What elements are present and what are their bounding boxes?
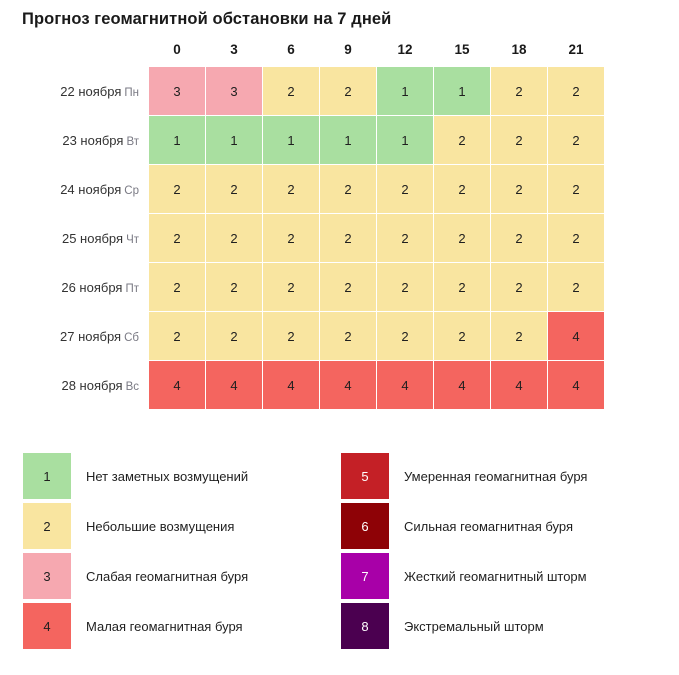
legend-label: Нет заметных возмущений [86,468,249,484]
kp-cell: 3 [149,67,206,116]
legend-column-left [22,451,340,651]
kp-cell: 2 [491,214,548,263]
kp-cell: 4 [263,361,320,410]
day-label [0,361,149,410]
kp-cell: 2 [320,214,377,263]
kp-cell: 4 [434,361,491,410]
table-corner [0,38,149,67]
legend-column-right [340,451,658,651]
kp-cell: 2 [491,67,548,116]
kp-cell: 2 [434,165,491,214]
day-label [0,116,149,165]
kp-cell: 4 [491,361,548,410]
kp-cell: 2 [548,67,605,116]
legend-item [340,551,658,601]
day-date: 26 ноября [61,279,123,295]
hour-header-18: 18 [511,41,527,57]
day-date: 27 ноября [60,328,122,344]
kp-cell: 2 [206,312,263,361]
day-of-week: Пн [124,86,139,99]
day-date: 25 ноября [61,230,124,246]
hour-header-21: 21 [568,41,584,57]
page-title: Прогноз геомагнитной обстановки на 7 дней [22,10,392,28]
table-row [0,312,605,361]
hour-header-6: 6 [287,41,295,57]
kp-cell: 2 [377,214,434,263]
forecast-table [0,38,605,410]
legend-label: Малая геомагнитная буря [86,618,243,634]
kp-cell: 2 [149,263,206,312]
hour-header-0: 0 [173,41,181,57]
kp-cell: 2 [434,116,491,165]
day-date: 28 ноября [61,377,123,393]
kp-cell: 1 [263,116,320,165]
legend-label: Слабая геомагнитная буря [86,568,249,584]
legend [22,451,658,651]
legend-item [22,551,340,601]
table-row [0,165,605,214]
kp-cell: 2 [548,165,605,214]
kp-cell: 2 [548,116,605,165]
kp-cell: 1 [377,116,434,165]
kp-cell: 2 [377,312,434,361]
day-label [0,312,149,361]
kp-cell: 2 [206,165,263,214]
kp-cell: 2 [320,263,377,312]
day-date: 23 ноября [62,132,124,148]
kp-cell: 1 [377,67,434,116]
kp-cell: 2 [149,165,206,214]
kp-cell: 1 [434,67,491,116]
day-label [0,67,149,116]
table-row [0,116,605,165]
day-of-week: Вт [126,135,139,148]
table-row [0,67,605,116]
kp-cell: 2 [320,67,377,116]
legend-swatch: 1 [22,452,72,500]
table-header-row [0,38,605,67]
kp-cell: 2 [491,263,548,312]
kp-cell: 2 [263,263,320,312]
legend-swatch: 8 [340,602,390,650]
legend-swatch: 2 [22,502,72,550]
legend-label: Умеренная геомагнитная буря [404,468,588,484]
forecast-heatmap [0,38,605,410]
day-label [0,214,149,263]
kp-cell: 2 [377,165,434,214]
kp-cell: 2 [263,165,320,214]
kp-cell: 2 [263,67,320,116]
kp-cell: 1 [320,116,377,165]
day-date: 24 ноября [60,181,122,197]
kp-cell: 2 [206,214,263,263]
day-date: 22 ноября [60,83,122,99]
legend-label: Жесткий геомагнитный шторм [404,568,587,584]
day-of-week: Вс [125,380,139,393]
day-of-week: Сб [124,331,139,344]
legend-item [22,501,340,551]
day-of-week: Ср [124,184,139,197]
table-row [0,361,605,410]
legend-swatch: 3 [22,552,72,600]
legend-label: Небольшие возмущения [86,518,235,534]
legend-item [22,601,340,651]
table-row [0,263,605,312]
kp-cell: 4 [548,361,605,410]
kp-cell: 2 [320,165,377,214]
kp-cell: 2 [320,312,377,361]
kp-cell: 2 [206,263,263,312]
legend-swatch: 6 [340,502,390,550]
hour-header-9: 9 [344,41,352,57]
kp-cell: 2 [491,116,548,165]
legend-swatch: 4 [22,602,72,650]
legend-swatch: 7 [340,552,390,600]
legend-label: Сильная геомагнитная буря [404,518,573,534]
kp-cell: 2 [263,312,320,361]
kp-cell: 4 [149,361,206,410]
kp-cell: 2 [491,312,548,361]
kp-cell: 2 [149,312,206,361]
legend-item [22,451,340,501]
kp-cell: 4 [548,312,605,361]
day-label [0,263,149,312]
kp-cell: 1 [149,116,206,165]
hour-header-3: 3 [230,41,238,57]
kp-cell: 2 [377,263,434,312]
table-body [0,67,605,410]
kp-cell: 4 [206,361,263,410]
day-label [0,165,149,214]
kp-cell: 2 [434,263,491,312]
kp-cell: 2 [548,214,605,263]
legend-item [340,601,658,651]
kp-cell: 2 [491,165,548,214]
kp-cell: 2 [149,214,206,263]
kp-cell: 2 [434,312,491,361]
table-row [0,214,605,263]
kp-cell: 4 [377,361,434,410]
legend-item [340,501,658,551]
legend-item [340,451,658,501]
kp-cell: 3 [206,67,263,116]
kp-cell: 2 [263,214,320,263]
kp-cell: 2 [434,214,491,263]
kp-cell: 1 [206,116,263,165]
day-of-week: Чт [126,233,139,246]
hour-header-15: 15 [454,41,470,57]
hour-header-12: 12 [397,41,413,57]
kp-cell: 2 [548,263,605,312]
legend-label: Экстремальный шторм [404,618,544,634]
kp-cell: 4 [320,361,377,410]
legend-swatch: 5 [340,452,390,500]
day-of-week: Пт [125,282,139,295]
